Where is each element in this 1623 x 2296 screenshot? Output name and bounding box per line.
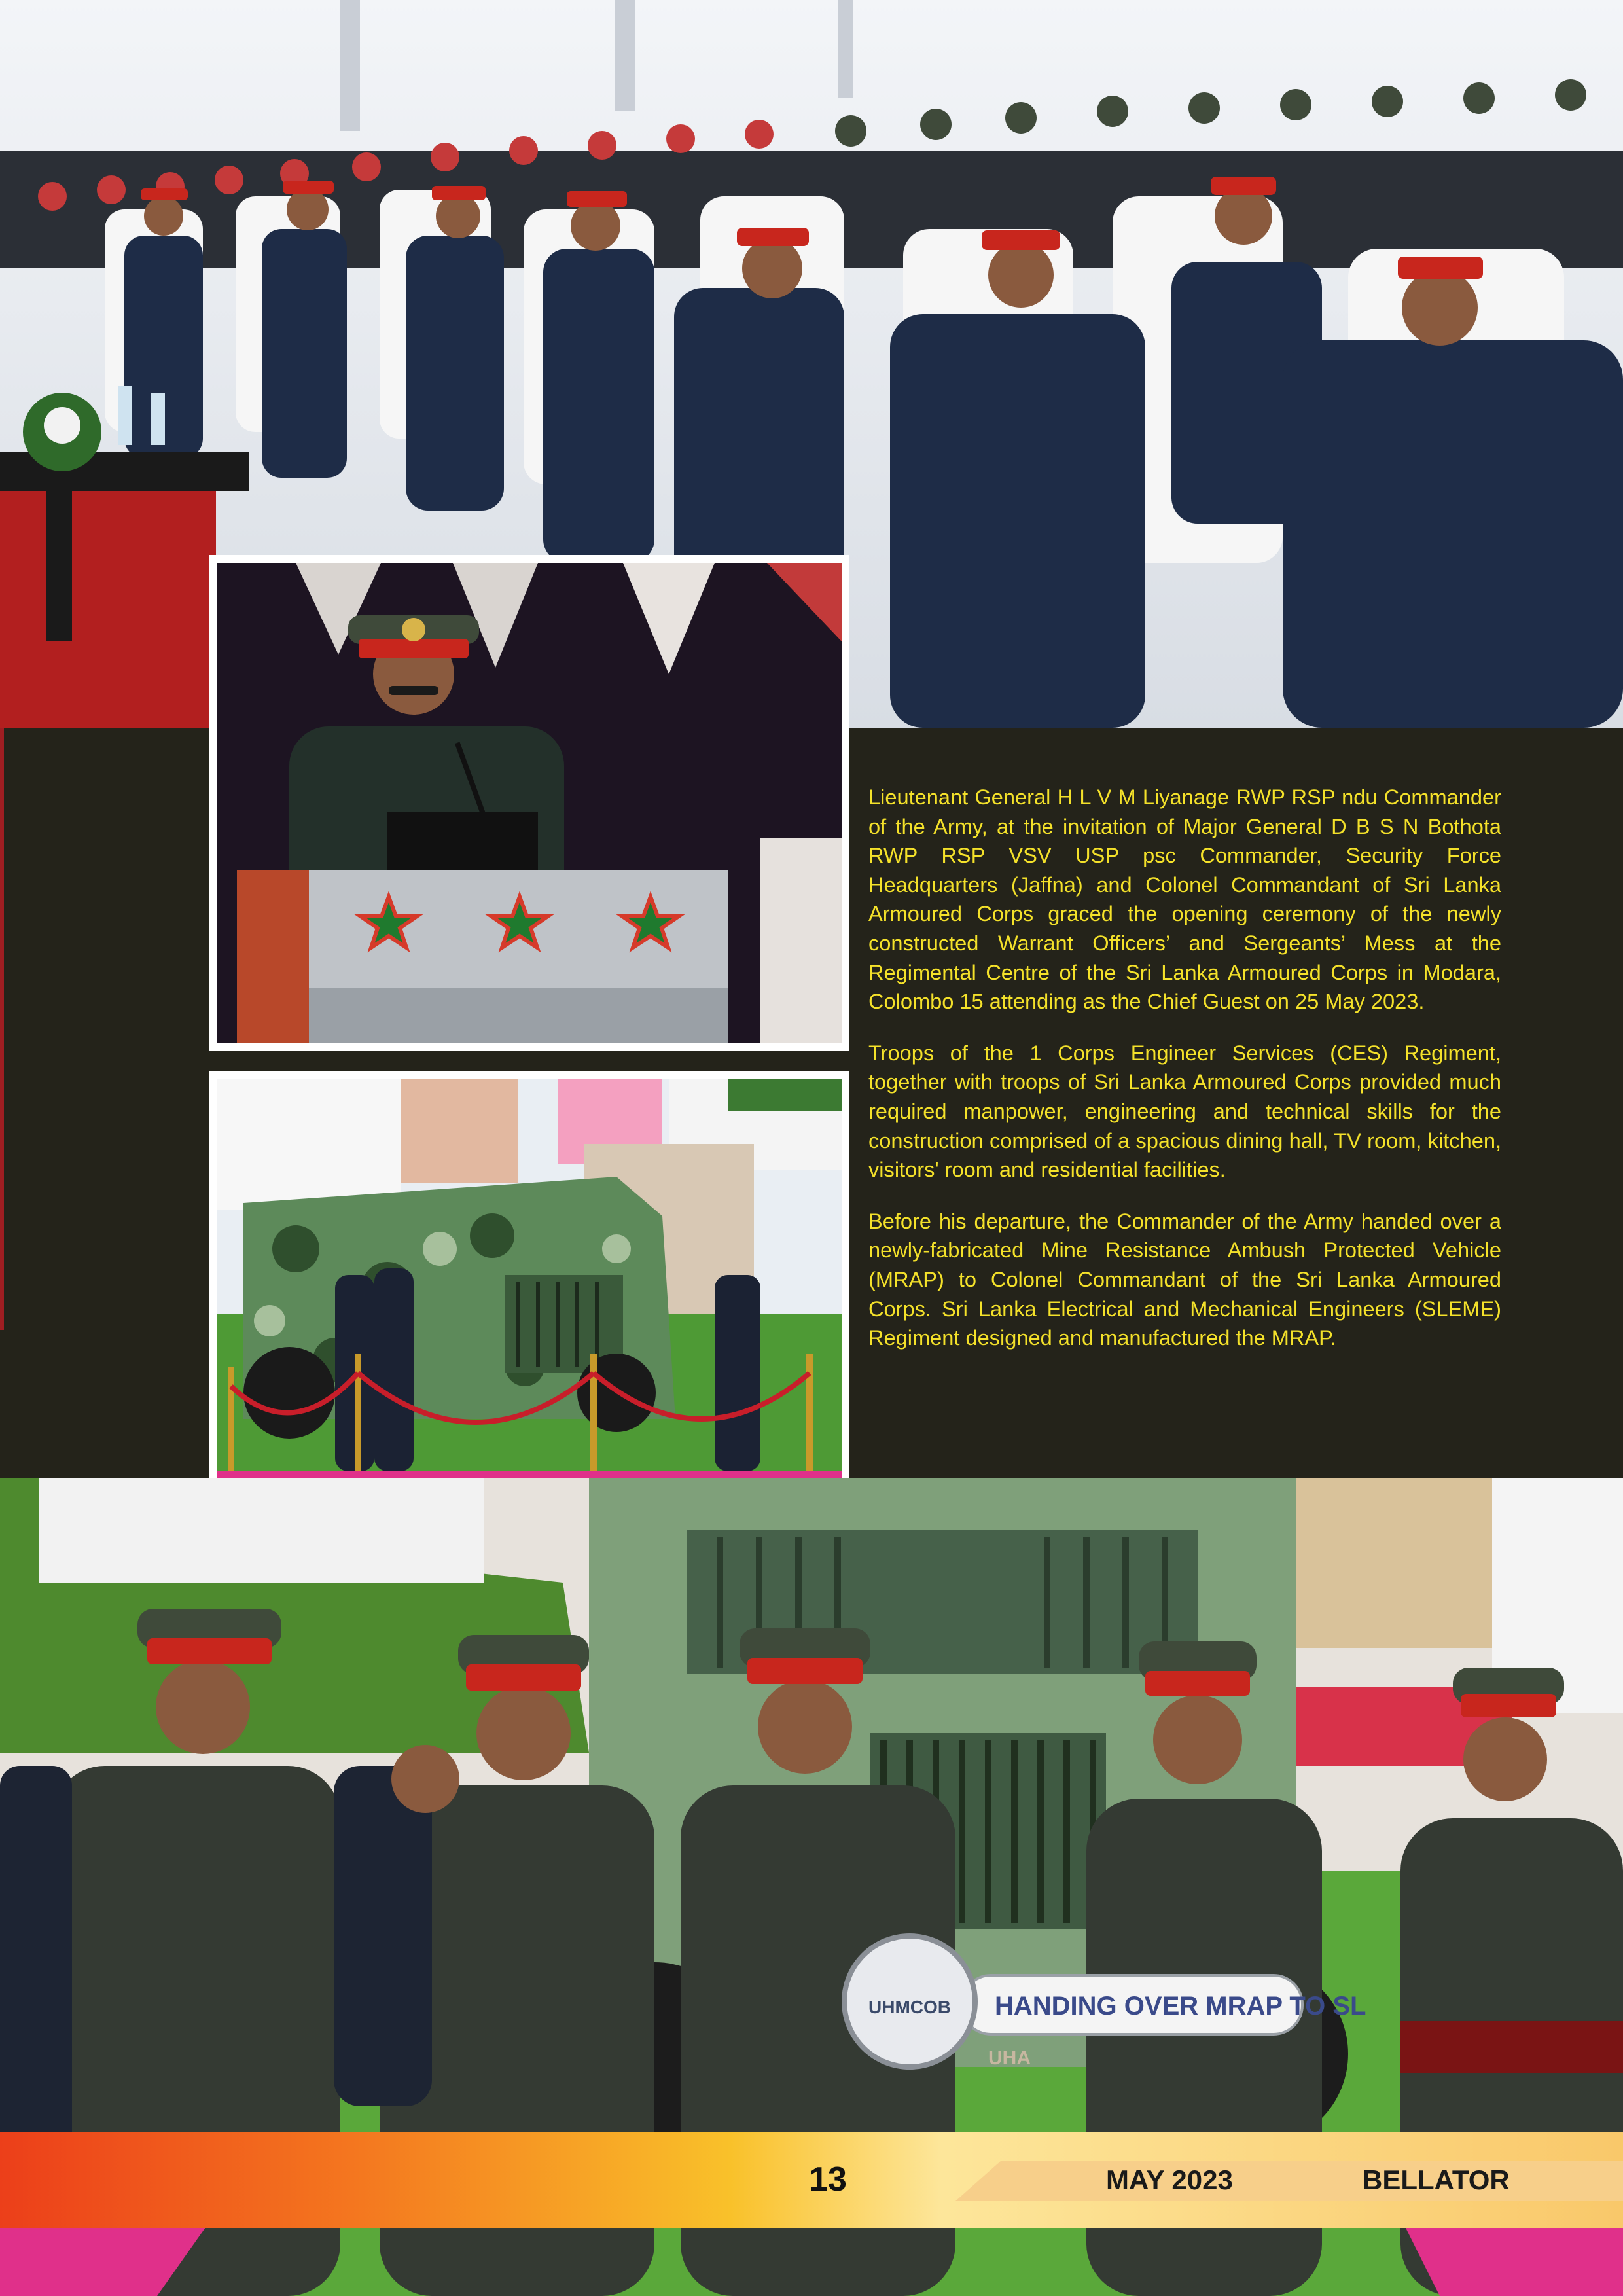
footer-right-panel [955,2161,1623,2201]
left-edge-accent [0,728,4,1330]
article-paragraph: Lieutenant General H L V M Liyanage RWP RSP ndu Commander of the Army, at the invitation of Major General D B S N Bothota RWP RSP VSV USP psc Commander, Security Force Headquarters (Jaffna) and Colonel Commandant of Sri Lanka Armoured Corps graced the opening ceremony of the newly constructed Warrant Officers’ and Sergeants’ Mess at the Regimental Centre of the Sri Lanka Armoured Corps in Modara, Colombo 15 attending as the Chief Guest on 25 May 2023. [868,785,1501,1014]
svg-text:HANDING OVER MRAP TO SL: HANDING OVER MRAP TO SL [995,1992,1366,2020]
svg-text:UHA: UHA [988,2047,1031,2069]
svg-text:UHMCOB: UHMCOB [868,1997,951,2017]
mrap-vehicle-photo [209,1071,849,1547]
speaker-photo [209,555,849,1051]
article-paragraph: Before his departure, the Commander of the Army handed over a newly-fabricated Mine Resistance Ambush Protected Vehicle (MRAP) to Colonel Commandant of the Sri Lanka Armoured Corps. Sri Lanka Electrical and Mechanical Engineers (SLEME) Regiment designed and manufactured the MRAP. [868,1208,1501,1350]
article-body [868,783,1501,1375]
article-paragraph: Troops of the 1 Corps Engineer Services (CES) Regiment, together with troops of Sri Lanka Armoured Corps provided much required manpower, engineering and technical skills for the construction comprised of a spacious dining hall, TV room, kitchen, visitors' room and residential facilities. [868,1040,1501,1182]
issue-date: MAY 2023 [1106,2164,1233,2195]
magazine-name: BELLATOR [1363,2164,1510,2195]
page-number: 13 [809,2161,847,2198]
